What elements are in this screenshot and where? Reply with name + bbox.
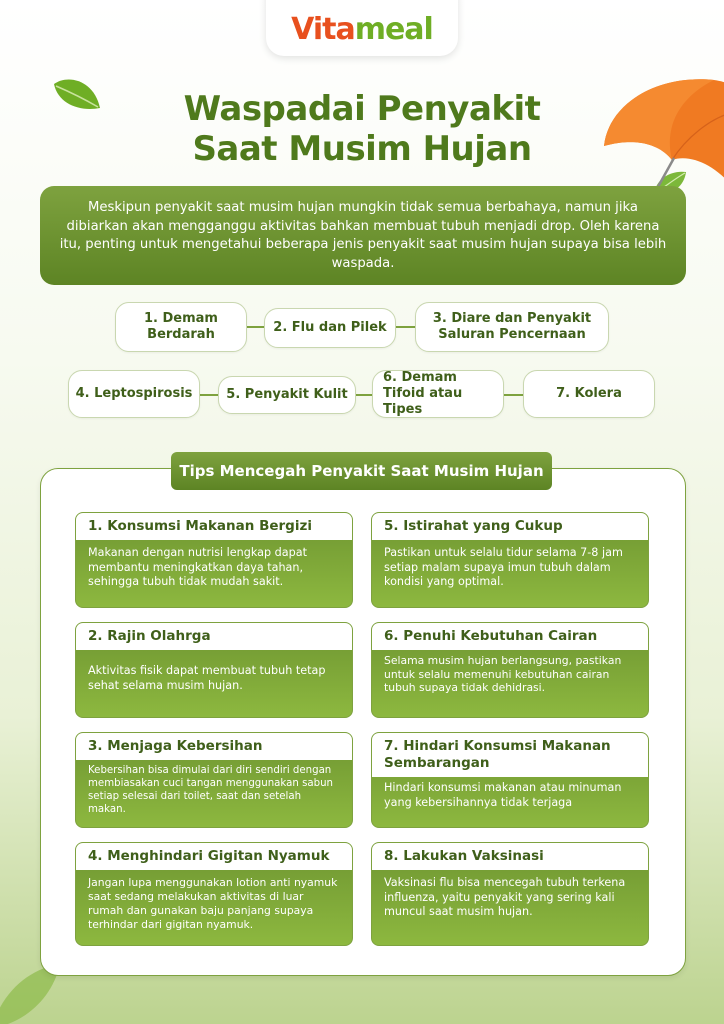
tip-card [75, 622, 353, 718]
connector-line [395, 326, 417, 328]
tip-title: 8. Lakukan Vaksinasi [372, 843, 648, 870]
tip-text: Vaksinasi flu bisa mencegah tubuh terkena influenza, yaitu penyakit yang sering kali muncul saat musim hujan. [384, 876, 626, 918]
tip-card [371, 732, 649, 828]
tips-title: Tips Mencegah Penyakit Saat Musim Hujan [171, 452, 552, 490]
tip-text: Kebersihan bisa dimulai dari diri sendiri dengan membiasakan cuci tangan menggunakan sabun setiap selesai dari toilet, saat dan setelah makan. [88, 765, 334, 815]
tip-text: Aktivitas fisik dapat membuat tubuh tetap sehat selama musim hujan. [88, 664, 326, 692]
tip-title: 6. Penuhi Kebutuhan Cairan [372, 623, 648, 650]
disease-item: 4. Leptospirosis [68, 370, 200, 418]
tip-title: 4. Menghindari Gigitan Nyamuk [76, 843, 352, 870]
disease-item: 1. Demam Berdarah [115, 302, 247, 352]
brand-part1: Vita [291, 11, 355, 47]
tip-title: 1. Konsumsi Makanan Bergizi [76, 513, 352, 540]
tip-text: Pastikan untuk selalu tidur selama 7-8 jam setiap malam supaya imun tubuh dalam kondisi yang optimal. [384, 546, 623, 588]
page-title-line2: Saat Musim Hujan [192, 129, 532, 169]
tip-title: 3. Menjaga Kebersihan [76, 733, 352, 760]
connector-line [503, 394, 525, 396]
connector-line [244, 326, 266, 328]
tip-text: Selama musim hujan berlangsung, pastikan untuk selalu memenuhi kebutuhan cairan tubuh supaya tidak dehidrasi. [384, 654, 622, 694]
disease-item: 7. Kolera [523, 370, 655, 418]
tip-card [371, 512, 649, 608]
connector-line [198, 394, 220, 396]
tip-title: 7. Hindari Konsumsi Makanan Sembarangan [372, 733, 648, 777]
tip-title: 5. Istirahat yang Cukup [372, 513, 648, 540]
tip-card [75, 512, 353, 608]
logo-tab [266, 0, 458, 56]
disease-item: 5. Penyakit Kulit [218, 376, 356, 414]
tip-text: Hindari konsumsi makanan atau minuman yang kebersihannya tidak terjaga [384, 781, 622, 809]
brand-part2: meal [354, 11, 433, 47]
intro-text: Meskipun penyakit saat musim hujan mungkin tidak semua berbahaya, namun jika dibiarkan akan mengganggu aktivitas bahkan membuat tubuh menjadi drop. Oleh karena itu, penting untuk mengetahui beberapa jenis penyakit saat musim hujan supaya bisa lebih waspada. [40, 186, 686, 285]
tip-title: 2. Rajin Olahrga [76, 623, 352, 650]
tip-card [75, 732, 353, 828]
tip-card [371, 842, 649, 946]
disease-item: 2. Flu dan Pilek [264, 308, 396, 348]
brand-logo [291, 12, 433, 47]
tip-text: Jangan lupa menggunakan lotion anti nyamuk saat sedang melakukan aktivitas di luar rumah dan gunakan baju panjang supaya terhindar dari gigitan nyamuk. [88, 876, 338, 931]
tip-text: Makanan dengan nutrisi lengkap dapat membantu meningkatkan daya tahan, sehingga tubuh tidak mudah sakit. [88, 546, 307, 588]
tip-card [371, 622, 649, 718]
disease-item: 3. Diare dan Penyakit Saluran Pencernaan [415, 302, 609, 352]
disease-item: 6. Demam Tifoid atau Tipes [372, 370, 504, 418]
tip-card [75, 842, 353, 946]
page-title-line1: Waspadai Penyakit [183, 89, 541, 129]
